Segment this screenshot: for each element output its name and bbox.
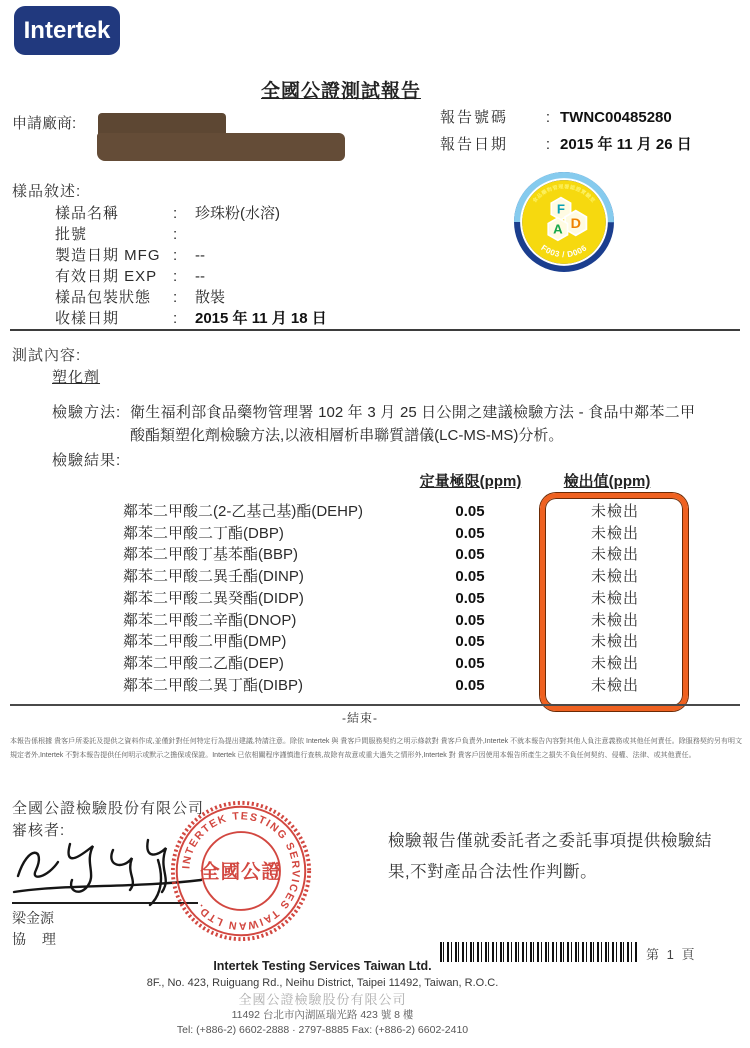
quantitation-limit: 0.05 (455, 568, 485, 586)
colon: : (173, 288, 178, 306)
badge-letter-a: A (553, 221, 563, 237)
analyte-name: 鄰苯二甲酸二乙酯(DEP) (123, 654, 284, 672)
analyte-name: 鄰苯二甲酸二(2-乙基己基)酯(DEHP) (123, 503, 363, 520)
detected-value: 未檢出 (590, 503, 639, 520)
colon: : (545, 109, 551, 126)
analyte-name: 鄰苯二甲酸丁基苯酯(BBP) (123, 546, 299, 564)
reviewer-name: 梁金源 (12, 910, 54, 926)
signoff-company-name: 全國公證檢驗股份有限公司 (12, 800, 205, 817)
quantitation-limit: 0.05 (455, 633, 485, 651)
stamp-center-text: 全國公證 (200, 860, 282, 883)
quantitation-limit: 0.05 (455, 524, 485, 542)
colon: : (173, 309, 178, 327)
sample-field-value: 2015 年 11 月 18 日 (195, 309, 327, 327)
column-header-value: 檢出值(ppm) (563, 473, 651, 490)
footer-tel-fax: Tel: (+886-2) 6602-2888 · 2797-8885 Fax: (+886-2) 6602-2410 (176, 1024, 469, 1036)
sample-field-label: 收樣日期 (55, 309, 120, 327)
fda-accreditation-badge-icon (513, 171, 615, 273)
badge-code: F003 / D006 (539, 243, 589, 260)
report-date-row (440, 131, 692, 158)
table-bottom-rule (10, 704, 740, 706)
footer-company-en: Intertek Testing Services Taiwan Ltd. (213, 959, 432, 973)
detected-value: 未檢出 (590, 589, 639, 607)
sample-row (55, 225, 327, 246)
detected-value: 未檢出 (590, 633, 639, 651)
report-number-row (440, 104, 692, 131)
sample-field-value: 散裝 (195, 288, 226, 306)
intertek-logo (14, 6, 120, 55)
method-label: 檢驗方法: (52, 404, 122, 421)
page-number: 第 1 頁 (646, 947, 697, 962)
quantitation-limit: 0.05 (455, 676, 485, 694)
redaction-block-bottom (97, 133, 345, 161)
reviewer-title: 協 理 (12, 931, 62, 947)
analyte-name: 鄰苯二甲酸二異丁酯(DIBP) (123, 676, 304, 694)
section-divider (10, 329, 740, 331)
colon: : (173, 205, 178, 222)
report-date-label: 報告日期 (440, 136, 509, 153)
column-header-limit: 定量極限(ppm) (419, 473, 522, 490)
footer-company-zh: 全國公證檢驗股份有限公司 (238, 992, 407, 1007)
method-block (52, 401, 697, 447)
sample-field-label: 有效日期 EXP (55, 267, 158, 285)
report-date-value: 2015 年 11 月 26 日 (560, 136, 692, 153)
detected-value: 未檢出 (590, 676, 639, 694)
sample-field-value: -- (195, 267, 205, 285)
sample-field-value: 珍珠粉(水溶) (195, 205, 280, 222)
sample-row (55, 246, 327, 267)
report-number-label: 報告號碼 (440, 109, 509, 126)
highlight-box (540, 493, 688, 711)
disclaimer-text: 本報告係根據 貴客戶所委託及提供之資料作成,並僅針對任何特定行為提出建議,特請注意。除依 Intertek 與 貴客戶間服務契約之明示條款對 貴客戶負責外,Intertek 不就本報告內容對其他人負注意義務或其他任何責任。除服務契約另有明文規定者外,Intertek 不對本報告提供任何明示或默示之擔保或保證。Intertek 已依相關程序謹慎進行查核,故除有故意或重大過失之情形外,Intertek 對 貴客戶因使用本報告所產生之損失不負任何契約、侵權、法律、或其他責任。 (10, 738, 742, 759)
colon: : (173, 225, 178, 243)
sample-row (55, 204, 327, 225)
analyte-name: 鄰苯二甲酸二異壬酯(DINP) (123, 568, 304, 586)
report-number-value: TWNC00485280 (560, 109, 672, 126)
colon: : (173, 246, 178, 264)
redaction-block-top (98, 113, 226, 135)
detected-value: 未檢出 (590, 568, 639, 586)
analyte-name: 鄰苯二甲酸二辛酯(DNOP) (123, 611, 297, 629)
end-marker: -結束- (342, 711, 378, 725)
detected-value: 未檢出 (590, 611, 639, 629)
intertek-logo-text: Intertek (23, 16, 111, 44)
analyte-name: 鄰苯二甲酸二丁酯(DBP) (123, 524, 284, 542)
sample-field-value: -- (195, 246, 205, 264)
badge-letter-d: D (570, 216, 581, 233)
footer-address-zh: 11492 台北市內湖區瑞光路 423 號 8 樓 (231, 1009, 414, 1021)
footer-block (0, 958, 645, 1038)
sample-section-label: 樣品敘述: (12, 183, 82, 200)
detected-value: 未檢出 (590, 654, 639, 672)
detected-value: 未檢出 (590, 546, 639, 564)
company-stamp-icon (168, 798, 314, 944)
colon: : (545, 136, 551, 153)
footer-address-en: 8F., No. 423, Ruiguang Rd., Neihu District, Taipei 11492, Taiwan, R.O.C. (146, 977, 499, 989)
sample-field-label: 批號 (55, 225, 88, 243)
quantitation-limit: 0.05 (455, 611, 485, 629)
badge-letter-f: F (556, 201, 565, 217)
analyte-group-label: 塑化劑 (52, 369, 101, 386)
result-label: 檢驗結果: (52, 452, 122, 469)
badge-arc-text: 食品藥物管理署認證實驗室 (531, 184, 597, 205)
report-meta (440, 104, 692, 158)
analyte-name: 鄰苯二甲酸二甲酯(DMP) (123, 633, 287, 651)
sample-row (55, 267, 327, 288)
quantitation-limit: 0.05 (455, 589, 485, 607)
stamp-ring-text: INTERTEK TESTING SERVICES TAIWAN LTD. (180, 810, 302, 932)
sample-field-label: 樣品包裝狀態 (55, 288, 152, 306)
sample-section (12, 180, 327, 329)
sample-field-label: 樣品名稱 (55, 205, 120, 222)
sample-row (55, 288, 327, 309)
report-title: 全國公證測試報告 (260, 81, 421, 102)
detected-value: 未檢出 (590, 524, 639, 542)
quantitation-limit: 0.05 (455, 503, 485, 520)
method-text: 衛生福利部食品藥物管理署 102 年 3 月 25 日公開之建議檢驗方法 - 食品中鄰苯二甲酸酯類塑化劑檢驗方法,以液相層析串聯質譜儀(LC-MS-MS)分析。 (130, 404, 695, 444)
sample-rows (55, 204, 327, 329)
quantitation-limit: 0.05 (455, 654, 485, 672)
sample-row (55, 309, 327, 330)
quantitation-limit: 0.05 (455, 546, 485, 564)
analyte-name: 鄰苯二甲酸二異癸酯(DIDP) (123, 589, 304, 607)
reviewer-label: 審核者: (12, 822, 66, 839)
sample-field-label: 製造日期 MFG (55, 246, 161, 264)
colon: : (173, 267, 178, 285)
applicant-label: 申請廠商: (12, 115, 77, 132)
test-section-label: 測試內容: (12, 347, 82, 364)
scope-note: 檢驗報告僅就委託者之委託事項提供檢驗結果,不對產品合法性作判斷。 (388, 832, 712, 881)
